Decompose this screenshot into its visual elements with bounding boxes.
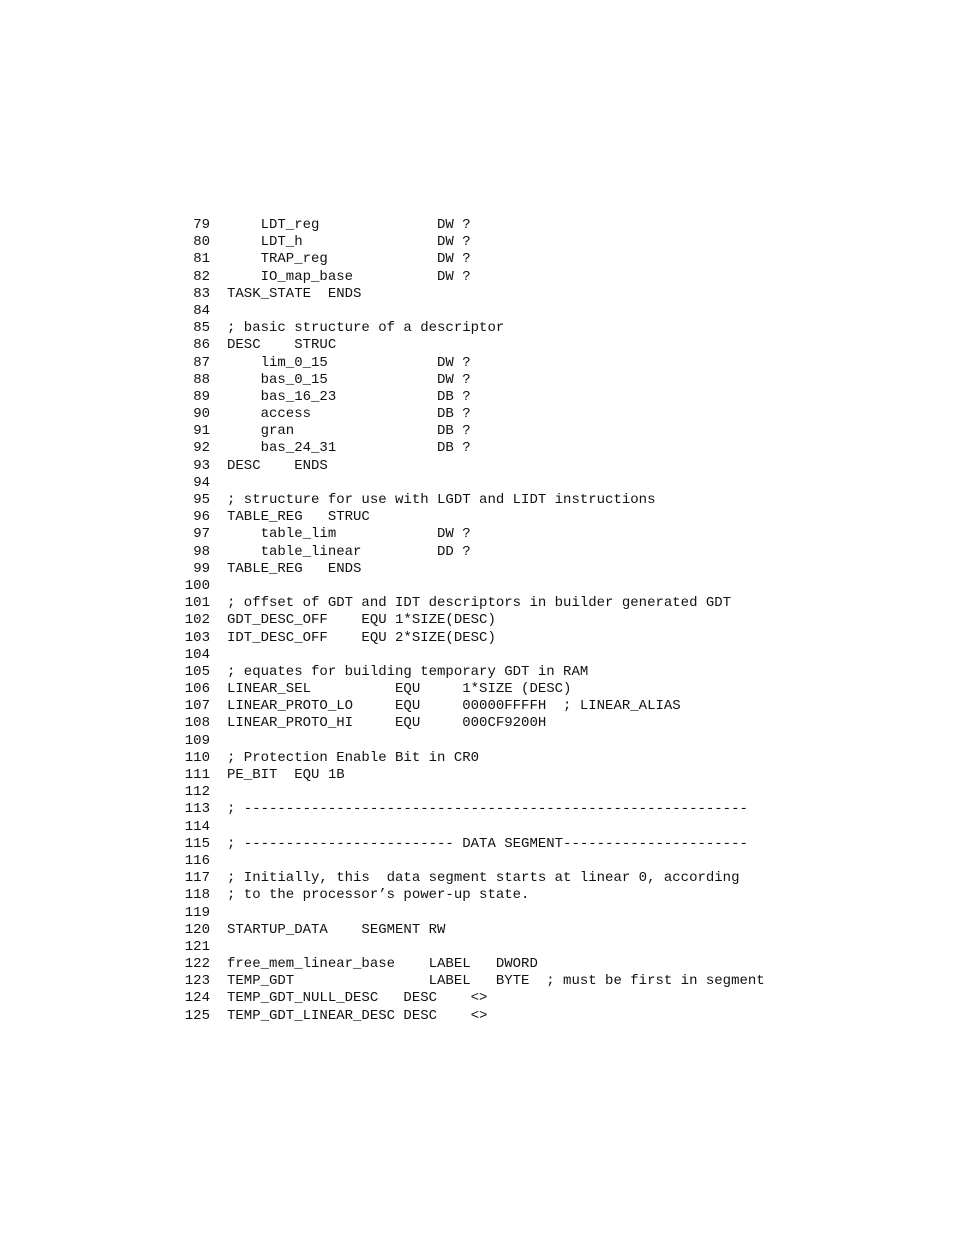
code-line — [180, 234, 765, 251]
line-number: 89 — [193, 388, 210, 405]
code-line — [180, 990, 765, 1007]
line-code-text: TABLE_REG STRUC — [227, 509, 370, 526]
line-number: 86 — [193, 337, 210, 354]
line-code-text: PE_BIT EQU 1B — [227, 767, 345, 783]
line-code-text: bas_24_31 DB ? — [227, 440, 471, 457]
line-number: 91 — [193, 423, 210, 440]
line-number: 84 — [193, 302, 210, 319]
line-number: 110 — [184, 749, 210, 766]
line-number: 113 — [184, 801, 210, 818]
code-line — [180, 715, 765, 732]
line-number: 122 — [184, 956, 210, 973]
code-line — [180, 423, 765, 440]
line-number: 108 — [184, 715, 210, 732]
line-number: 98 — [193, 543, 210, 560]
line-number: 101 — [184, 595, 210, 612]
line-number: 111 — [184, 767, 210, 783]
line-number: 124 — [184, 990, 210, 1007]
line-number: 118 — [184, 887, 210, 904]
line-code-text: TABLE_REG ENDS — [227, 560, 362, 577]
code-line — [180, 801, 765, 818]
line-number: 112 — [184, 784, 210, 801]
line-code-text: free_mem_linear_base LABEL DWORD — [227, 956, 538, 973]
code-line — [180, 269, 765, 286]
code-line — [180, 440, 765, 457]
line-number: 116 — [184, 852, 210, 869]
line-code-text: ; Initially, this data segment starts at linear 0, according — [227, 870, 740, 887]
line-number: 102 — [184, 612, 210, 629]
code-line — [180, 922, 765, 939]
line-number: 117 — [184, 870, 210, 887]
code-line — [180, 836, 765, 853]
line-code-text: TRAP_reg DW ? — [227, 251, 471, 268]
line-code-text: ; offset of GDT and IDT descriptors in builder generated GDT — [227, 595, 732, 612]
code-line — [180, 595, 765, 612]
line-code-text: table_linear DD ? — [227, 543, 471, 560]
line-number: 82 — [193, 268, 210, 285]
line-number: 87 — [193, 354, 210, 371]
line-number: 103 — [184, 629, 210, 646]
code-line — [180, 647, 765, 664]
line-code-text: IO_map_base DW ? — [227, 268, 471, 285]
line-number: 83 — [193, 285, 210, 302]
code-line — [180, 939, 765, 956]
line-code-text: bas_0_15 DW ? — [227, 371, 471, 388]
code-line — [180, 251, 765, 268]
code-line — [180, 320, 765, 337]
code-line — [180, 544, 765, 561]
code-line — [180, 664, 765, 681]
line-number: 109 — [184, 732, 210, 749]
code-line — [180, 1008, 765, 1025]
line-code-text: ; basic structure of a descriptor — [227, 320, 505, 337]
line-number: 114 — [184, 818, 210, 835]
code-line — [180, 853, 765, 870]
code-line — [180, 355, 765, 372]
line-code-text: LINEAR_PROTO_LO EQU 00000FFFFH ; LINEAR_ALIAS — [227, 698, 681, 715]
code-line — [180, 303, 765, 320]
code-line — [180, 372, 765, 389]
line-code-text: DESC STRUC — [227, 337, 337, 354]
line-number: 97 — [193, 526, 210, 543]
code-line — [180, 389, 765, 406]
line-code-text: ; ------------------------- DATA SEGMENT---------------------- — [227, 835, 748, 852]
line-number: 79 — [193, 217, 210, 233]
line-code-text: ; structure for use with LGDT and LIDT instructions — [227, 492, 656, 508]
line-number: 125 — [184, 1007, 210, 1024]
line-code-text: LDT_h DW ? — [227, 234, 471, 251]
code-line — [180, 750, 765, 767]
line-number: 94 — [193, 474, 210, 491]
line-number: 99 — [193, 560, 210, 577]
line-number: 106 — [184, 681, 210, 698]
line-number: 119 — [184, 904, 210, 921]
code-line — [180, 286, 765, 303]
code-line — [180, 905, 765, 922]
line-number: 105 — [184, 663, 210, 680]
code-line — [180, 698, 765, 715]
code-line — [180, 561, 765, 578]
line-code-text: DESC ENDS — [227, 457, 328, 474]
code-line — [180, 475, 765, 492]
line-number: 85 — [193, 320, 210, 337]
line-number: 107 — [184, 698, 210, 715]
line-number: 115 — [184, 835, 210, 852]
line-code-text: TEMP_GDT LABEL BYTE ; must be first in segment — [227, 973, 765, 990]
line-code-text: TASK_STATE ENDS — [227, 285, 362, 302]
code-line — [180, 509, 765, 526]
code-line — [180, 973, 765, 990]
code-listing — [180, 217, 765, 1025]
code-line — [180, 337, 765, 354]
line-code-text: bas_16_23 DB ? — [227, 388, 471, 405]
line-number: 90 — [193, 406, 210, 423]
line-code-text: IDT_DESC_OFF EQU 2*SIZE(DESC) — [227, 629, 496, 646]
line-number: 120 — [184, 921, 210, 938]
line-code-text: ; equates for building temporary GDT in RAM — [227, 663, 589, 680]
line-code-text: LINEAR_SEL EQU 1*SIZE (DESC) — [227, 681, 572, 698]
line-code-text: GDT_DESC_OFF EQU 1*SIZE(DESC) — [227, 612, 496, 629]
code-line — [180, 956, 765, 973]
line-code-text: STARTUP_DATA SEGMENT RW — [227, 921, 446, 938]
line-number: 80 — [193, 234, 210, 251]
line-number: 95 — [193, 492, 210, 508]
code-line — [180, 458, 765, 475]
line-code-text: TEMP_GDT_NULL_DESC DESC <> — [227, 990, 488, 1007]
code-line — [180, 630, 765, 647]
line-code-text: LDT_reg DW ? — [227, 217, 471, 233]
line-number: 93 — [193, 457, 210, 474]
code-line — [180, 767, 765, 784]
line-code-text: ; to the processor’s power-up state. — [227, 887, 530, 904]
code-line — [180, 578, 765, 595]
line-number: 88 — [193, 371, 210, 388]
code-line — [180, 784, 765, 801]
line-code-text: table_lim DW ? — [227, 526, 471, 543]
line-code-text: LINEAR_PROTO_HI EQU 000CF9200H — [227, 715, 547, 732]
line-code-text: access DB ? — [227, 406, 471, 423]
line-number: 123 — [184, 973, 210, 990]
line-number: 100 — [184, 577, 210, 594]
code-line — [180, 526, 765, 543]
line-code-text: ; ------------------------------------------------------------ — [227, 801, 748, 818]
code-line — [180, 819, 765, 836]
line-number: 96 — [193, 509, 210, 526]
code-line — [180, 887, 765, 904]
code-line — [180, 733, 765, 750]
code-line — [180, 870, 765, 887]
line-number: 121 — [184, 938, 210, 955]
line-code-text: lim_0_15 DW ? — [227, 354, 471, 371]
code-line — [180, 612, 765, 629]
code-line — [180, 406, 765, 423]
line-number: 104 — [184, 646, 210, 663]
code-line — [180, 492, 765, 509]
line-number: 81 — [193, 251, 210, 268]
line-number: 92 — [193, 440, 210, 457]
code-line — [180, 681, 765, 698]
code-line — [180, 217, 765, 234]
line-code-text: gran DB ? — [227, 423, 471, 440]
line-code-text: TEMP_GDT_LINEAR_DESC DESC <> — [227, 1007, 488, 1024]
line-code-text: ; Protection Enable Bit in CR0 — [227, 749, 480, 766]
